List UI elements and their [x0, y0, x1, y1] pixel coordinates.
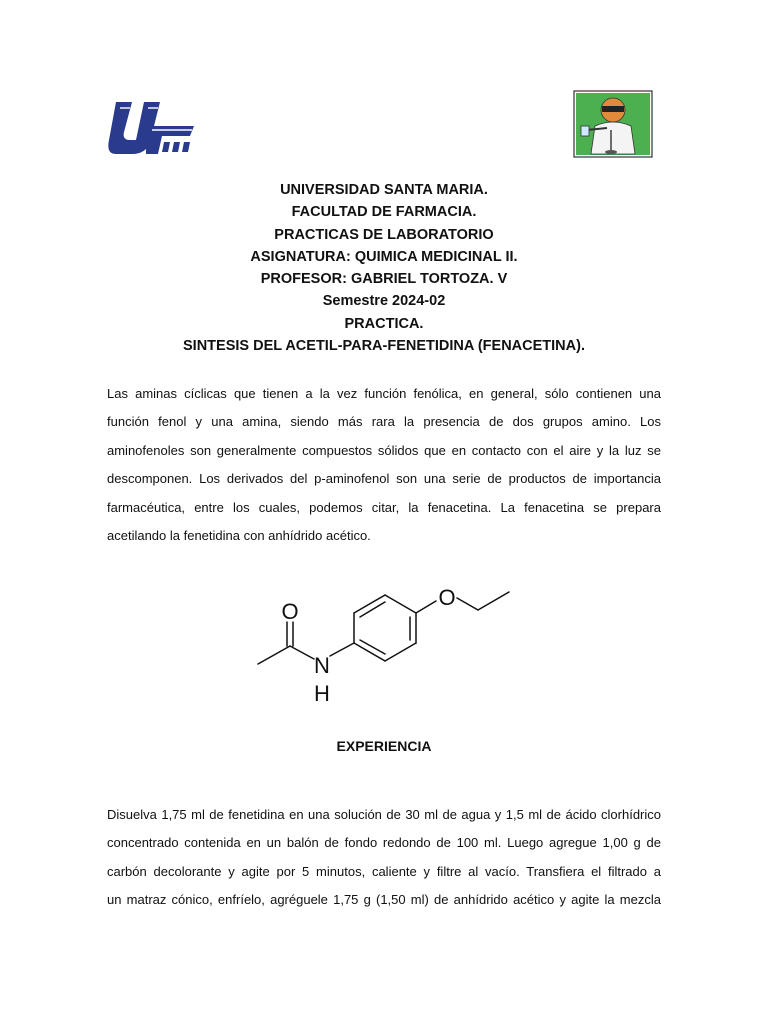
atom-n: N	[314, 653, 330, 678]
atom-o-ether: O	[438, 585, 456, 610]
header-line-faculty: FACULTAD DE FARMACIA.	[291, 204, 477, 221]
experiencia-line: un matraz cónico, enfríelo, agréguele 1,75 g (1,50 ml) de anhídrido acético y agite la mezcla	[107, 892, 661, 908]
document-header	[0, 179, 768, 357]
header-line-practica: PRACTICA.	[344, 315, 424, 332]
atom-h: H	[314, 681, 330, 706]
header-line-semester: Semestre 2024-02	[322, 293, 446, 310]
intro-line: farmacéutica, entre los cuales, podemos citar, la fenacetina. La fenacetina se prepara	[107, 499, 661, 515]
intro-line: Las aminas cíclicas que tienen a la vez función fenólica, en general, sólo contienen una	[107, 386, 661, 401]
intro-line: descomponen. Los derivados del p-aminofenol son una serie de productos de importancia	[107, 471, 661, 487]
lab-scientist-icon	[573, 90, 653, 158]
atom-o-carbonyl: O	[281, 599, 299, 624]
experiencia-paragraph	[107, 801, 661, 915]
header-line-university: UNIVERSIDAD SANTA MARIA.	[280, 182, 488, 198]
section-title-experiencia: EXPERIENCIA	[336, 738, 432, 754]
intro-line: acetilando la fenetidina con anhídrido acético.	[107, 528, 371, 544]
phenacetin-structure	[250, 574, 520, 710]
header-line-title: SINTESIS DEL ACETIL-PARA-FENETIDINA (FENACETINA).	[183, 338, 585, 355]
experiencia-line: carbón decolorante y agite por 5 minutos, caliente y filtre al vacío. Transfiera el filtrado a	[107, 863, 661, 879]
intro-line: función fenol y una amina, siendo más rara la presencia de dos grupos amino. Los	[107, 414, 661, 430]
usm-logo-icon	[106, 96, 194, 158]
header-line-practices: PRACTICAS DE LABORATORIO	[274, 226, 494, 243]
experiencia-line: concentrado contenida en un balón de fondo redondo de 100 ml. Luego agregue 1,00 g de	[107, 835, 661, 851]
header-line-subject: ASIGNATURA: QUIMICA MEDICINAL II.	[250, 248, 518, 265]
experiencia-line: Disuelva 1,75 ml de fenetidina en una solución de 30 ml de agua y 1,5 ml de ácido clorhídrico	[107, 807, 661, 822]
intro-paragraph	[107, 380, 661, 550]
intro-line: aminofenoles son generalmente compuestos sólidos que en contacto con el aire y la luz se	[107, 442, 661, 458]
header-line-professor: PROFESOR: GABRIEL TORTOZA. V	[260, 271, 508, 288]
